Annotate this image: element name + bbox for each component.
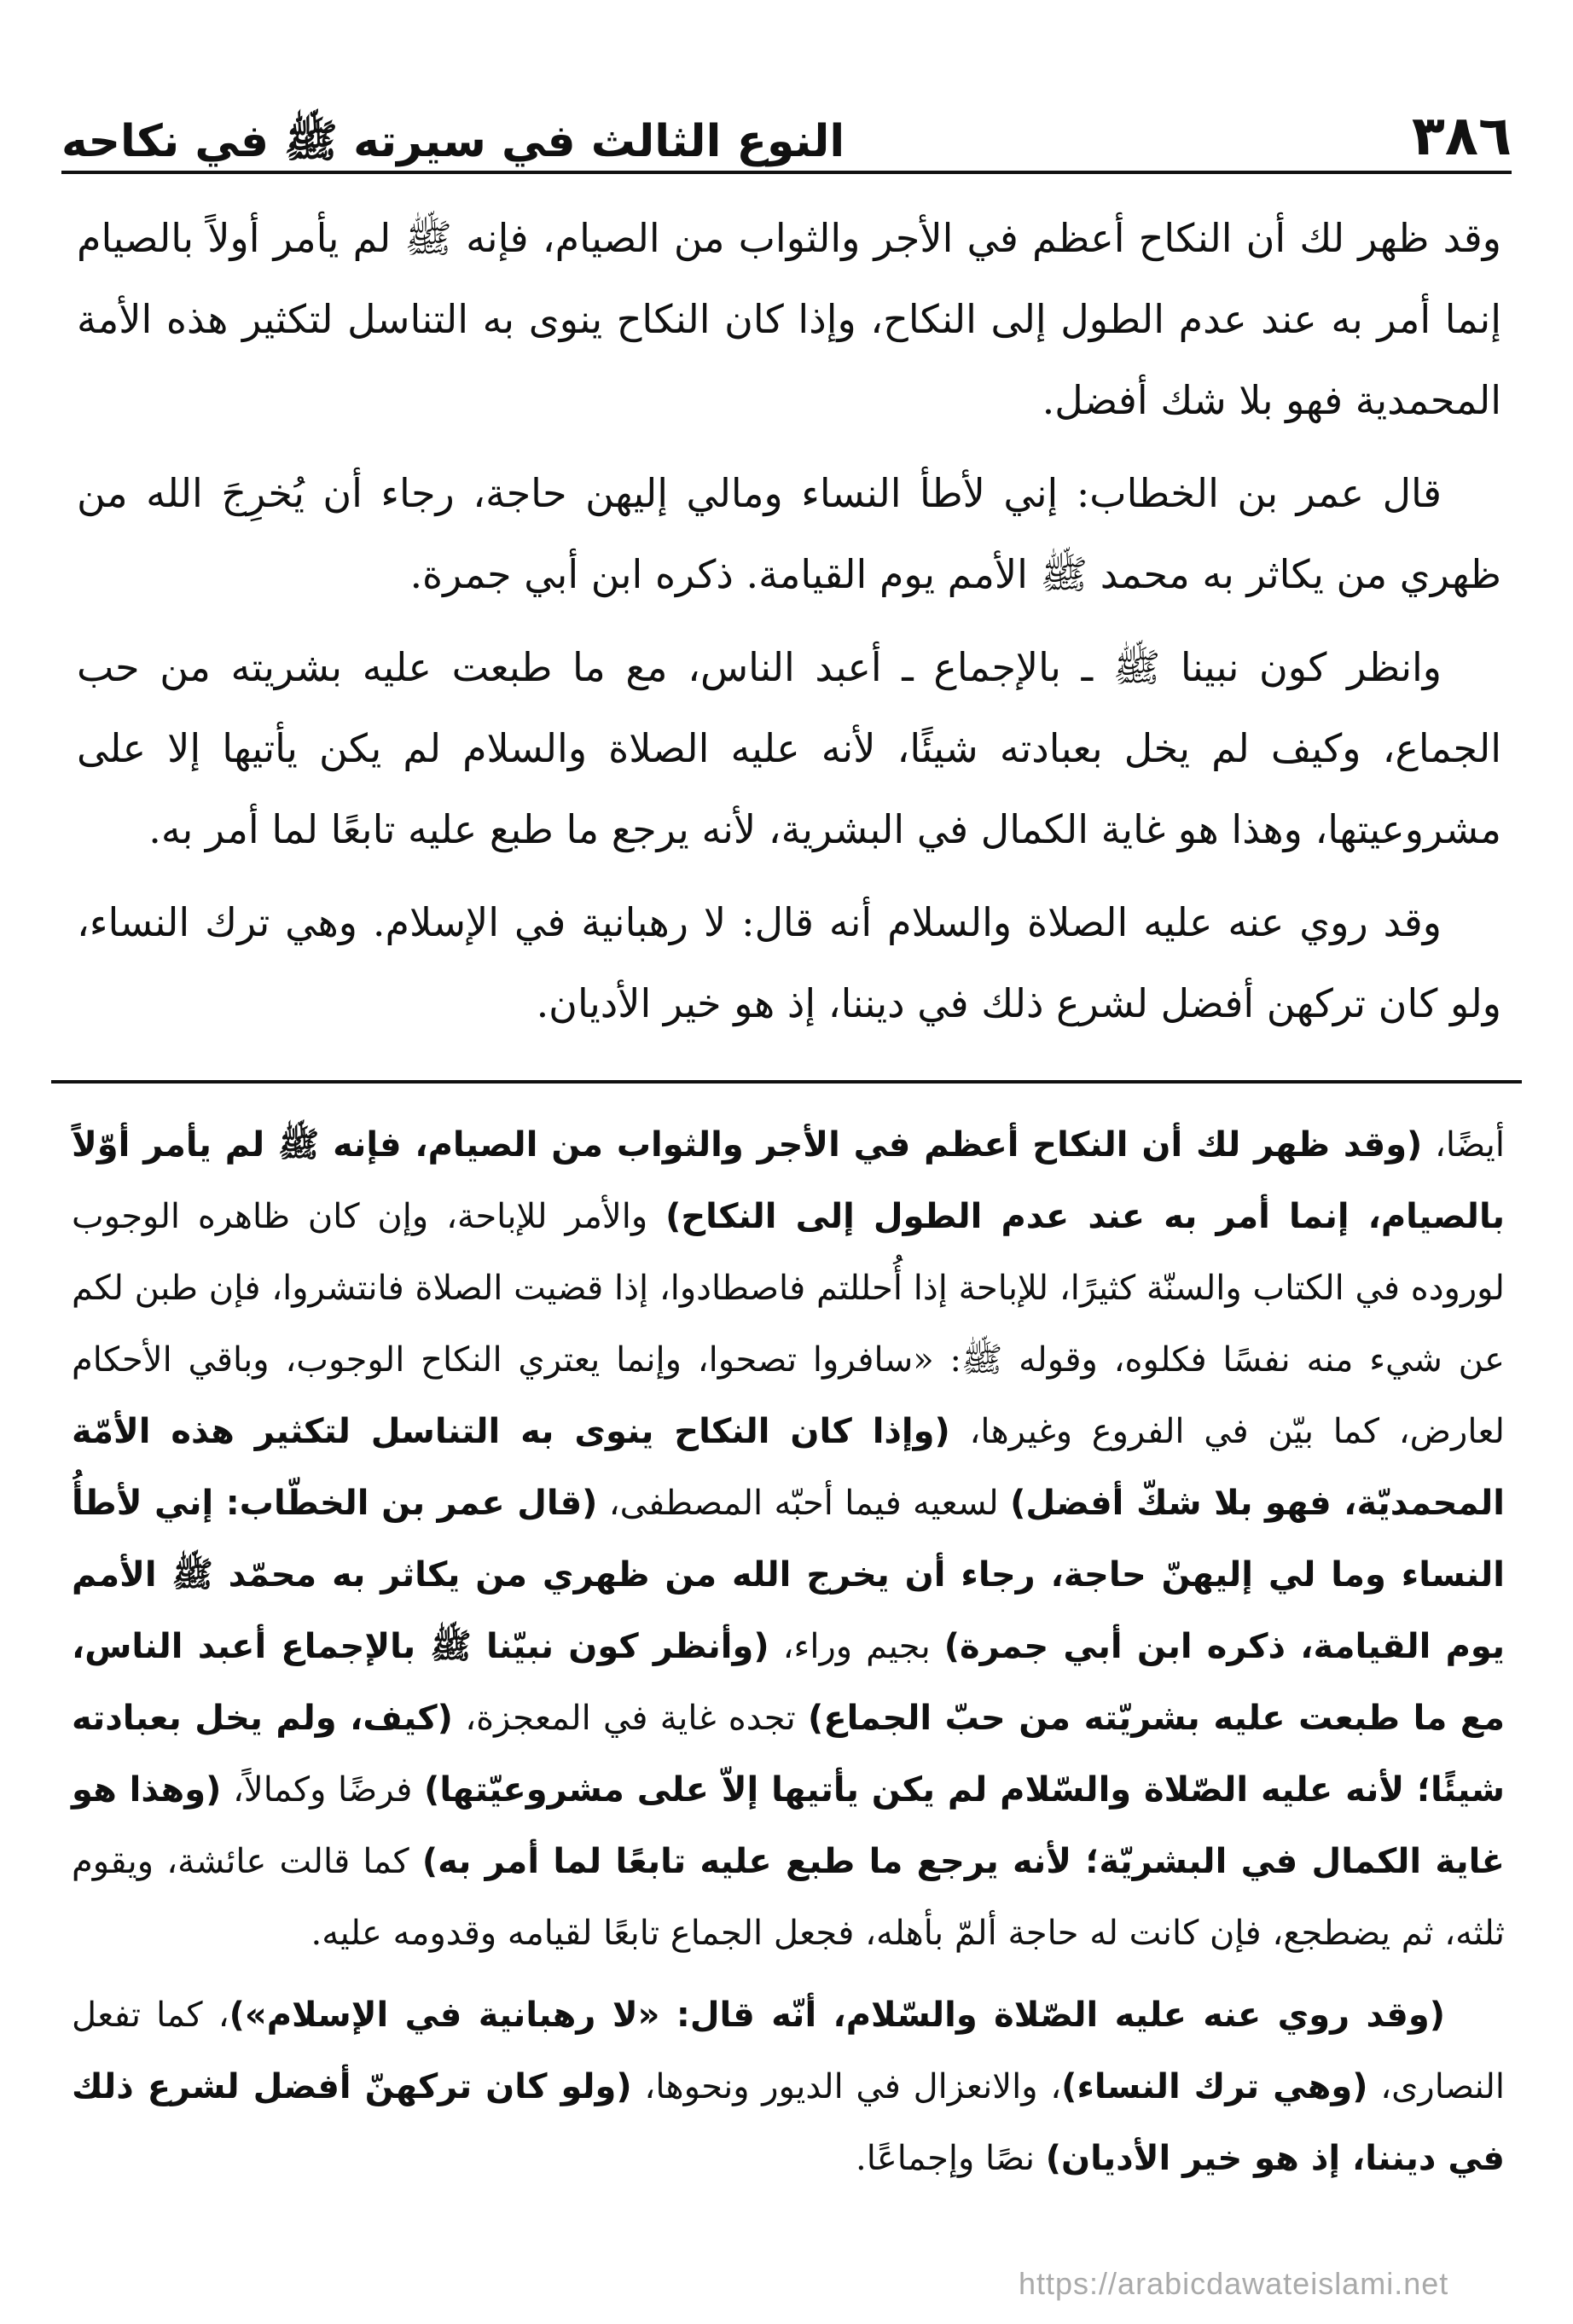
commentary-text-span: تجده غاية في المعجزة، — [452, 1699, 809, 1738]
commentary-text — [72, 1109, 1505, 2205]
commentary-text-span: ، كما تفعل النصارى، — [72, 1996, 1505, 2106]
quoted-matn: (وأنظر كون نبيّنا ﷺ بالإجماع أعبد الناس، مع ما طبعت عليه بشريّته من حبّ الجماع) — [72, 1627, 1505, 1738]
section-divider — [51, 1080, 1522, 1084]
main-text — [77, 198, 1501, 1056]
running-header — [61, 82, 1512, 168]
main-paragraph: وانظر كون نبينا ﷺ ـ بالإجماع ـ أعبد الناس، مع ما طبعت عليه بشريته من حب الجماع، وكيف لم يخل بعبادته شيئًا، لأنه عليه الصلاة والسلام لم يكن يأتيها إلا على مشروعيتها، وهذا هو غاية الكمال في البشرية، لأنه يرجع ما طبع عليه تابعًا لما أمر به. — [77, 644, 1501, 852]
quoted-matn: (ولو كان تركهنّ أفضل لشرع ذلك في ديننا، إذ هو خير الأديان) — [72, 2067, 1505, 2178]
quoted-matn: (وقد روي عنه عليه الصّلاة والسّلام، أنّه قال: «لا رهبانية في الإسلام») — [229, 1996, 1445, 2035]
quoted-matn: (قال عمر بن الخطّاب: إني لأطأُ النساء وما لي إليهنّ حاجة، رجاء أن يخرج الله من ظهري من يكاثر به محمّد ﷺ الأمم يوم القيامة، ذكره ابن أبي جمرة) — [72, 1484, 1505, 1666]
main-paragraph: قال عمر بن الخطاب: إني لأطأ النساء ومالي إليهن حاجة، رجاء أن يُخرِجَ الله من ظهري من يكاثر به محمد ﷺ الأمم يوم القيامة. ذكره ابن أبي جمرة. — [77, 470, 1501, 597]
commentary-text-span: نصًا وإجماعًا. — [856, 2139, 1046, 2178]
watermark-url: https://arabicdawateislami.net — [1019, 2266, 1449, 2301]
quoted-matn: (وإذا كان النكاح ينوى به التناسل لتكثير هذه الأمّة المحمديّة، فهو بلا شكّ أفضل) — [72, 1412, 1506, 1523]
commentary-paragraph — [72, 1979, 1505, 2194]
main-paragraph: وقد ظهر لك أن النكاح أعظم في الأجر والثواب من الصيام، فإنه ﷺ لم يأمر أولاً بالصيام إنما أمر به عند عدم الطول إلى النكاح، وإذا كان النكاح ينوى به التناسل لتكثير هذه الأمة المحمدية فهو بلا شك أفضل. — [77, 215, 1501, 423]
chapter-title: النوع الثالث في سيرته ﷺ في نكاحه — [61, 116, 845, 167]
commentary-text-span: بجيم وراء، — [769, 1627, 944, 1666]
quoted-matn: (وهذا هو غاية الكمال في البشريّة؛ لأنه يرجع ما طبع عليه تابعًا لما أمر به) — [72, 1770, 1505, 1881]
header-rule — [61, 171, 1512, 174]
page-number: ٣٨٦ — [1411, 105, 1512, 168]
commentary-text-span: أيضًا، — [1422, 1125, 1505, 1165]
commentary-text-span: فرضًا وكمالاً، — [221, 1770, 425, 1810]
quoted-matn: (كيف، ولم يخل بعبادته شيئًا؛ لأنه عليه الصّلاة والسّلام لم يكن يأتيها إلاّ على مشروعيّتها) — [72, 1699, 1505, 1810]
commentary-paragraph — [72, 1109, 1505, 1969]
commentary-text-span: كما قالت عائشة، ويقوم ثلثه، ثم يضطجع، فإن كانت له حاجة ألمّ بأهله، فجعل الجماع تابعًا لقيامه وقدومه عليه. — [72, 1842, 1505, 1953]
commentary-text-span: ، والانعزال في الديور ونحوها، — [631, 2067, 1062, 2106]
quoted-matn: (وقد ظهر لك أن النكاح أعظم في الأجر والثواب من الصيام، فإنه ﷺ لم يأمر أوّلاً بالصيام، إنما أمر به عند عدم الطول إلى النكاح) — [72, 1125, 1505, 1236]
main-paragraph: وقد روي عنه عليه الصلاة والسلام أنه قال: لا رهبانية في الإسلام. وهي ترك النساء، ولو كان تركهن أفضل لشرع ذلك في ديننا، إذ هو خير الأديان. — [77, 899, 1501, 1026]
quoted-matn: (وهي ترك النساء) — [1061, 2067, 1368, 2106]
commentary-text-span: لسعيه فيما أحبّه المصطفى، — [597, 1484, 1011, 1523]
commentary-text-span: والأمر للإباحة، وإن كان ظاهره الوجوب لوروده في الكتاب والسنّة كثيرًا، للإباحة إذا أُحللتم فاصطادوا، إذا قضيت الصلاة فانتشروا، فإن طبن لكم عن شيء منه نفسًا فكلوه، وقوله ﷺ: «سافروا تصحوا، وإنما يعتري النكاح الوجوب، وباقي الأحكام لعارض، كما بيّن في الفروع وغيرها، — [72, 1197, 1505, 1451]
